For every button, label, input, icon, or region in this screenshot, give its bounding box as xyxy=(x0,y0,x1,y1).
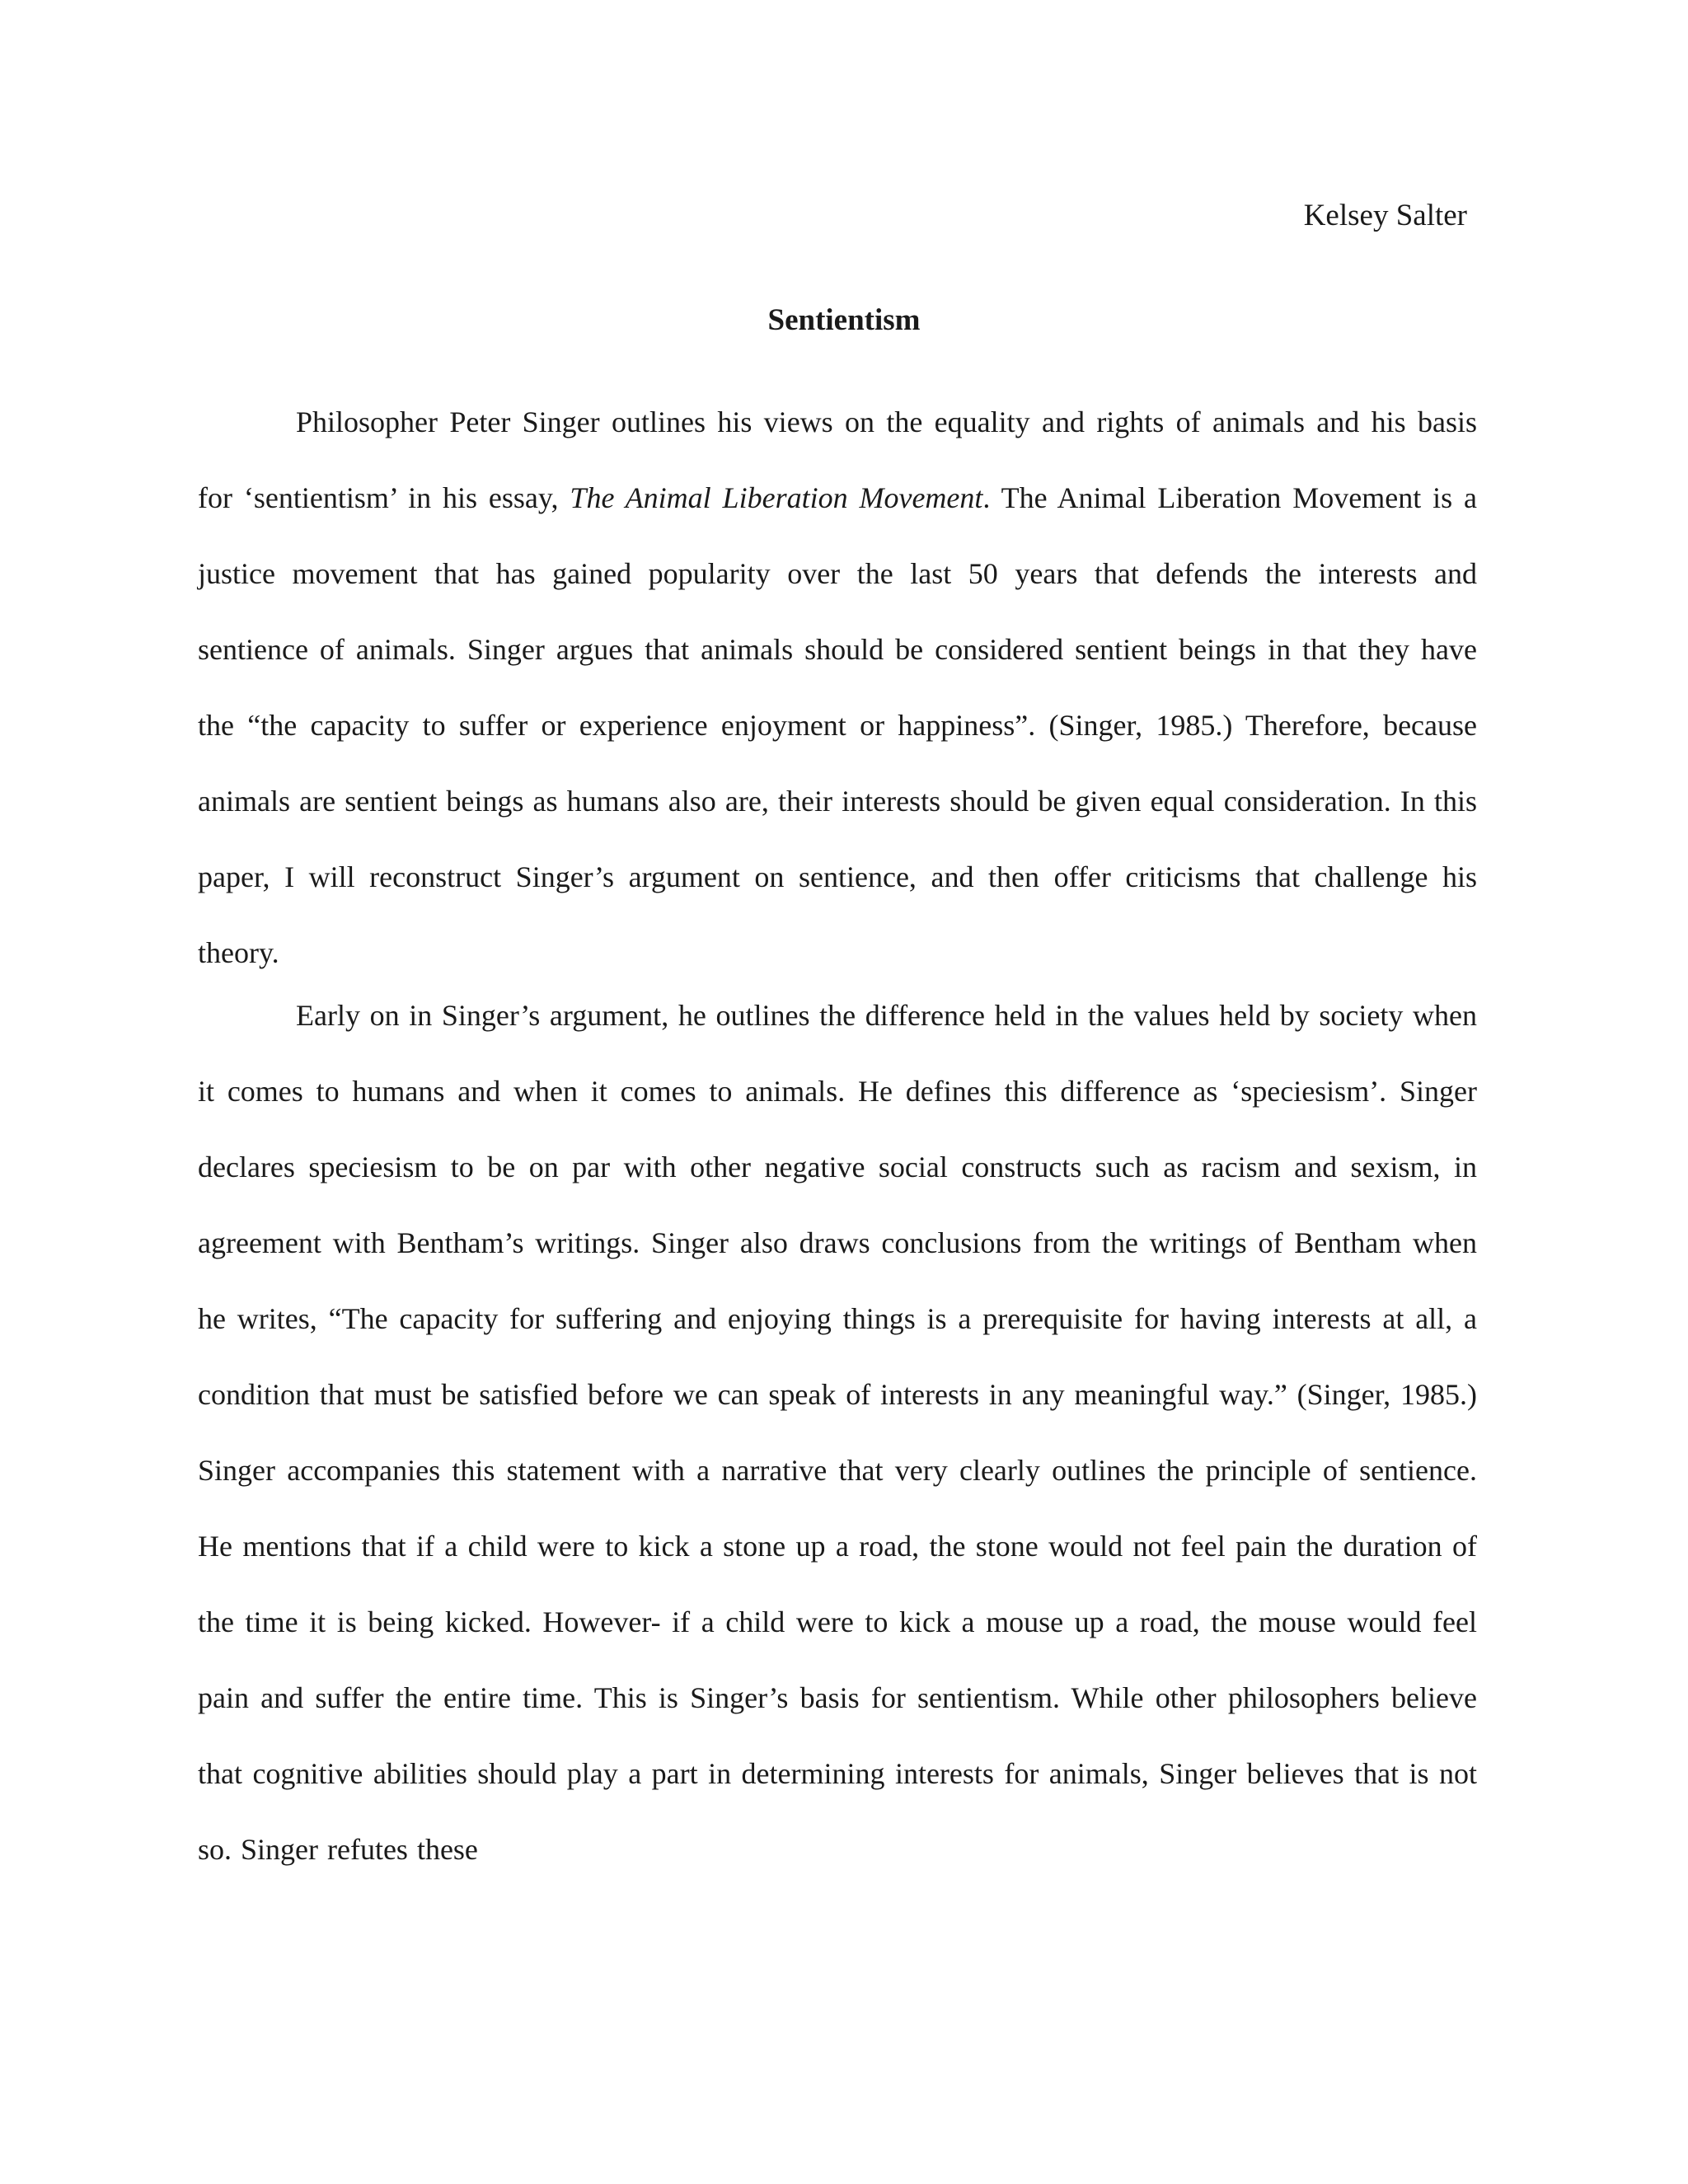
page-title: Sentientism xyxy=(767,303,921,337)
paragraph-1-text-end: . The Animal Liberation Movement is a justice movement that has gained popularity over the last 50 years that defends the interests and sentience of animals. Singer argues that animals should be considered sentient beings in that they have the “the capacity to suffer or experience enjoyment or happiness”. (Singer, 1985.) Therefore, because animals are sentient beings as humans also are, their interests should be given equal consideration. In this paper, I will reconstruct Singer’s argument on sentience, and then offer criticisms that challenge his theory. xyxy=(198,481,1478,969)
paragraph-1 xyxy=(198,384,1477,991)
author-name: Kelsey Salter xyxy=(1303,199,1467,232)
essay-title-italic: The Animal Liberation Movement xyxy=(570,481,983,514)
paragraph-2: Early on in Singer’s argument, he outlines the difference held in the values held by society when it comes to humans and when it comes to animals. He defines this difference as ‘speciesism’. Singer declares speciesism to be on par with other negative social constructs such as racism and sexism, in agreement with Bentham’s writings. Singer also draws conclusions from the writings of Bentham when he writes, “The capacity for suffering and enjoying things is a prerequisite for having interests at all, a condition that must be satisfied before we can speak of interests in any meaningful way.” (Singer, 1985.) Singer accompanies this statement with a narrative that very clearly outlines the principle of sentience. He mentions that if a child were to kick a stone up a road, the stone would not feel pain the duration of the time it is being kicked. However- if a child were to kick a mouse up a road, the mouse would feel pain and suffer the entire time. This is Singer’s basis for sentientism. While other philosophers believe that cognitive abilities should play a part in determining interests for animals, Singer believes that is not so. Singer refutes these xyxy=(198,999,1477,1866)
paragraph-1-text-start: Philosopher Peter Singer outlines his views on the equality and rights of animals and his basis for ‘sentientism’ in his essay, xyxy=(198,405,1477,514)
